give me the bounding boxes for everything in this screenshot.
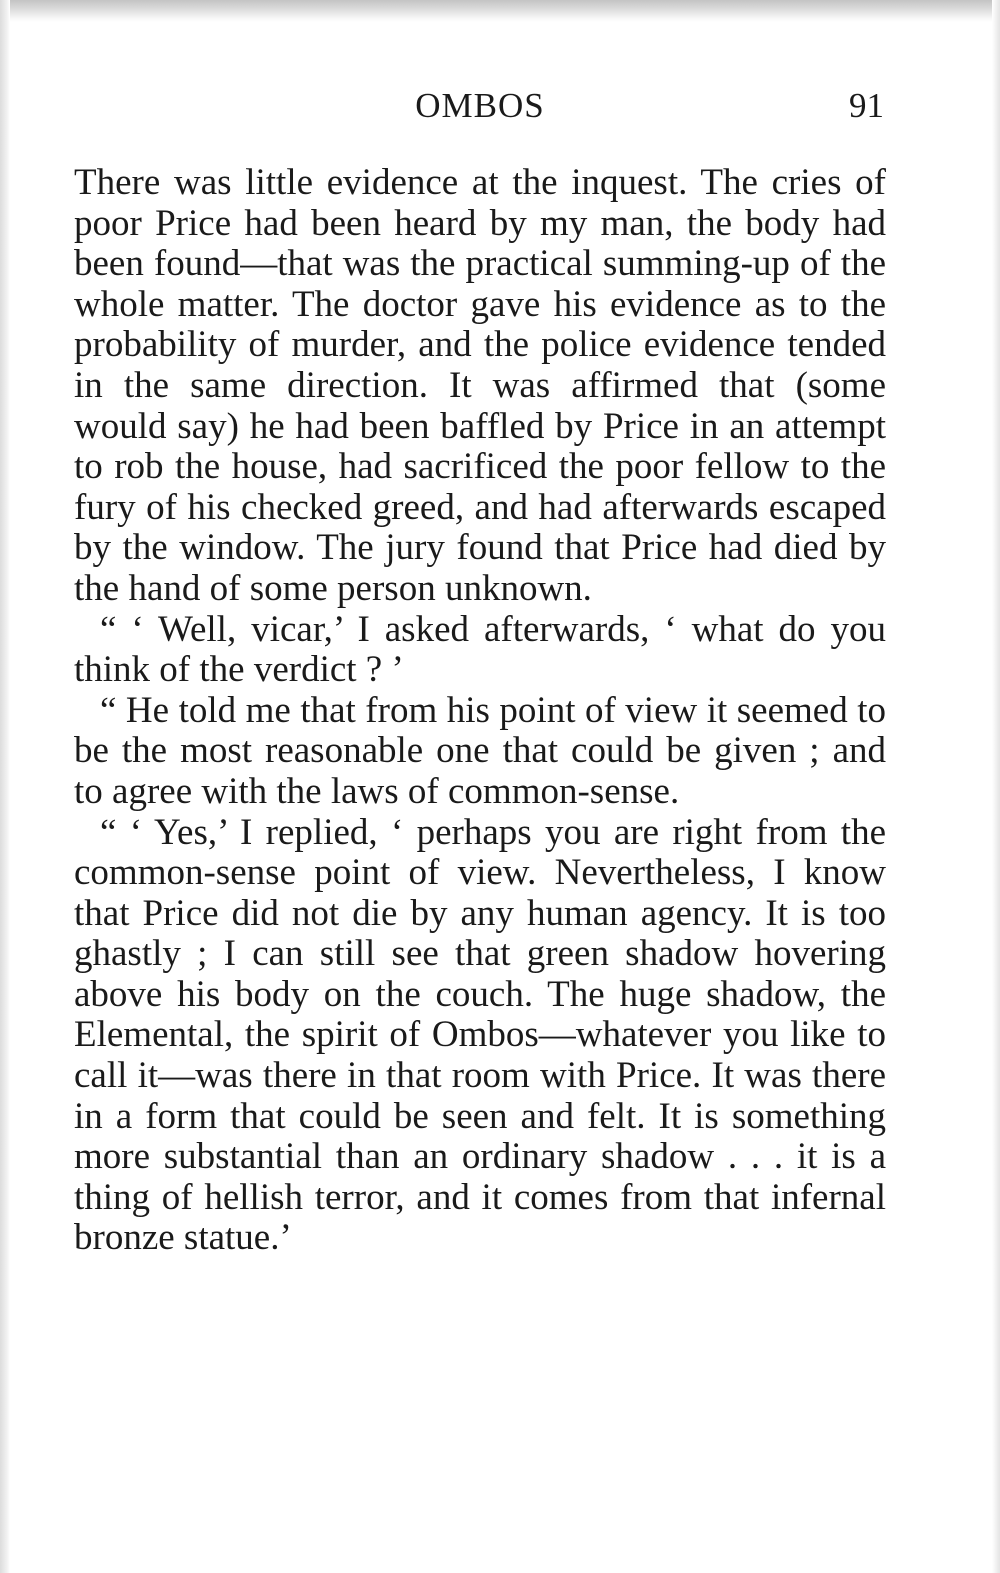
- page-right-edge: [992, 0, 1000, 1573]
- running-head: [74, 86, 886, 132]
- paragraph-verdict-question: “ ‘ Well, vicar,’ I asked afterwards, ‘ what do you think of the verdict ? ’: [74, 608, 886, 691]
- page-number: 91: [849, 86, 884, 125]
- body-text: [74, 163, 886, 1259]
- page-left-edge: [0, 0, 10, 1573]
- paragraph-vicar-reply: “ He told me that from his point of view it seemed to be the most reasonable one that could be given ; and to agree with the laws of common-sense.: [74, 689, 886, 812]
- paragraph-inquest: There was little evidence at the inquest. The cries of poor Price had been heard by my man, the body had been found—that was the practical summing-up of the whole matter. The doctor gave his evidence as to the probability of murder, and the police evidence tended in the same direction. It was affirmed that (some would say) he had been baffled by Price in an attempt to rob the house, had sacrificed the poor fellow to the fury of his checked greed, and had afterwards escaped by the window. The jury found that Price had died by the hand of some person unknown.: [74, 162, 886, 609]
- page-top-edge: [0, 0, 1000, 22]
- running-title: OMBOS: [415, 86, 545, 125]
- paragraph-narrator-reply: “ ‘ Yes,’ I replied, ‘ perhaps you are right from the common-sense point of view. Nevertheless, I know that Price did not die by any human agency. It is too ghastly ; I can still see that green shadow hovering above his body on the couch. The huge shadow, the Elemental, the spirit of Ombos—whatever you like to call it—was there in that room with Price. It was there in a form that could be seen and felt. It is something more substantial than an ordinary shadow . . . it is a thing of hellish terror, and it comes from that infernal bronze statue.’: [74, 811, 886, 1259]
